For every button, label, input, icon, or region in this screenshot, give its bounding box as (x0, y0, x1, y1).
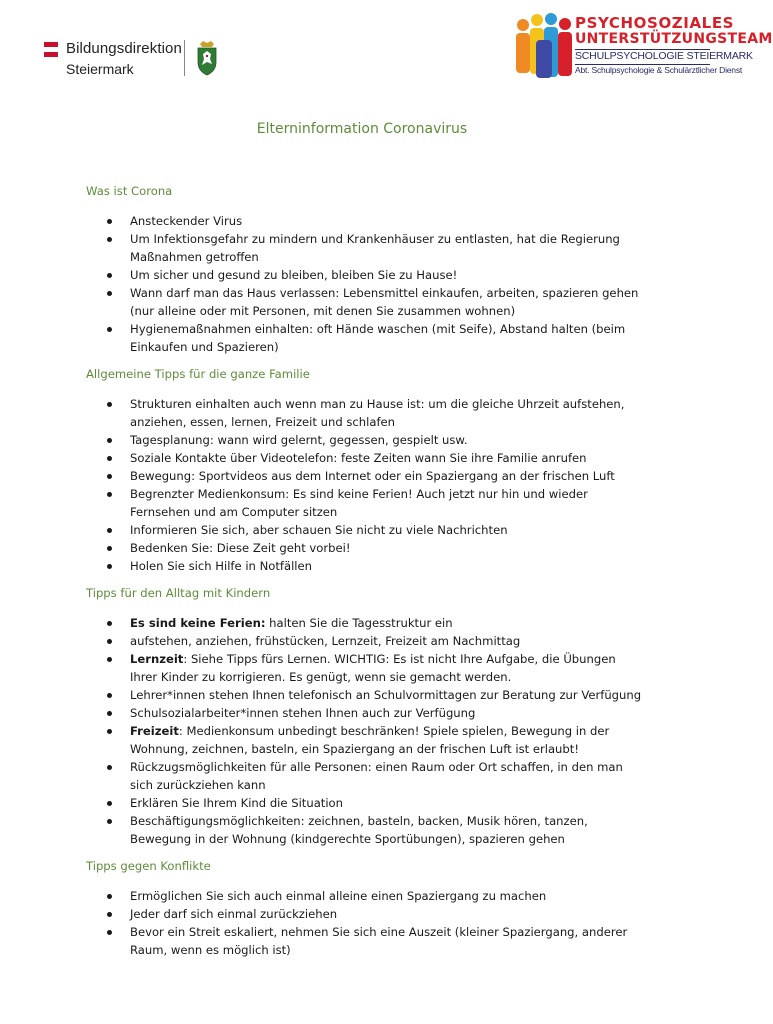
list-item: Hygienemaßnahmen einhalten: oft Hände waschen (mit Seife), Abstand halten (beim Einkaufen und Spazieren) (86, 320, 646, 356)
list-item: Schulsozialarbeiter*innen stehen Ihnen auch zur Verfügung (86, 704, 646, 722)
list-item: Ermöglichen Sie sich auch einmal alleine einen Spaziergang zu machen (86, 887, 646, 905)
section-allgemeine-tipps (86, 365, 646, 575)
section-heading: Tipps gegen Konflikte (86, 859, 211, 873)
logo-line-4: Abt. Schulpsychologie & Schulärztlicher Dienst (575, 65, 743, 75)
list-item: Ansteckender Virus (86, 212, 646, 230)
bullet-list (86, 887, 646, 959)
list-item: Es sind keine Ferien: halten Sie die Tagesstruktur ein (86, 614, 646, 632)
section-heading: Was ist Corona (86, 184, 173, 198)
list-item: Bevor ein Streit eskaliert, nehmen Sie sich eine Auszeit (kleiner Spaziergang, anderer Raum, wenn es möglich ist) (86, 923, 646, 959)
list-item: Holen Sie sich Hilfe in Notfällen (86, 557, 646, 575)
bullet-list (86, 614, 646, 848)
list-item: Um sicher und gesund zu bleiben, bleiben Sie zu Hause! (86, 266, 646, 284)
psychosoziales-team-logo (514, 12, 773, 88)
logo-line-1: PSYCHOSOZIALES (575, 14, 735, 32)
list-item: Jeder darf sich einmal zurückziehen (86, 905, 646, 923)
list-item: Wann darf man das Haus verlassen: Lebensmittel einkaufen, arbeiten, spazieren gehen (nur alleine oder mit Personen, mit denen Sie zusammen wohnen) (86, 284, 646, 320)
logo-title: Bildungsdirektion (66, 40, 182, 57)
list-item: aufstehen, anziehen, frühstücken, Lernzeit, Freizeit am Nachmittag (86, 632, 646, 650)
list-item: Lernzeit: Siehe Tipps fürs Lernen. WICHTIG: Es ist nicht Ihre Aufgabe, die Übungen Ihrer Kinder zu korrigieren. Es genügt, wenn sie gemacht werden. (86, 650, 646, 686)
section-alltag-mit-kindern (86, 584, 646, 848)
logo-subtitle: Steiermark (66, 61, 134, 77)
section-heading: Allgemeine Tipps für die ganze Familie (86, 367, 310, 381)
bildungsdirektion-logo (44, 38, 224, 84)
logo-line-3: SCHULPSYCHOLOGIE STEIERMARK (575, 50, 753, 62)
page-title: Elterninformation Coronavirus (256, 121, 468, 137)
list-item: Begrenzter Medienkonsum: Es sind keine Ferien! Auch jetzt nur hin und wieder Fernsehen und am Computer sitzen (86, 485, 646, 521)
list-item: Soziale Kontakte über Videotelefon: feste Zeiten wann Sie ihre Familie anrufen (86, 449, 646, 467)
section-tipps-gegen-konflikte (86, 857, 646, 959)
logo-line-2: UNTERSTÜTZUNGSTEAM (575, 31, 773, 47)
people-group-icon (514, 12, 574, 82)
list-item: Bewegung: Sportvideos aus dem Internet oder ein Spaziergang an der frischen Luft (86, 467, 646, 485)
logo-divider (184, 40, 185, 76)
list-item: Freizeit: Medienkonsum unbedingt beschränken! Spiele spielen, Bewegung in der Wohnung, zeichnen, basteln, ein Spaziergang an der frischen Luft ist erlaubt! (86, 722, 646, 758)
list-item: Tagesplanung: wann wird gelernt, gegessen, gespielt usw. (86, 431, 646, 449)
bullet-list (86, 212, 646, 356)
document-content (86, 182, 646, 968)
list-item: Beschäftigungsmöglichkeiten: zeichnen, basteln, backen, Musik hören, tanzen, Bewegung in der Wohnung (kindgerechte Sportübungen), spazieren gehen (86, 812, 646, 848)
list-item: Informieren Sie sich, aber schauen Sie nicht zu viele Nachrichten (86, 521, 646, 539)
list-item: Bedenken Sie: Diese Zeit geht vorbei! (86, 539, 646, 557)
list-item: Erklären Sie Ihrem Kind die Situation (86, 794, 646, 812)
austria-flag-icon (44, 42, 58, 58)
list-item: Um Infektionsgefahr zu mindern und Krankenhäuser zu entlasten, hat die Regierung Maßnahmen getroffen (86, 230, 646, 266)
bullet-list (86, 395, 646, 575)
section-was-ist-corona (86, 182, 646, 356)
section-heading: Tipps für den Alltag mit Kindern (86, 586, 271, 600)
list-item: Rückzugsmöglichkeiten für alle Personen: einen Raum oder Ort schaffen, in den man sich zurückziehen kann (86, 758, 646, 794)
list-item: Lehrer*innen stehen Ihnen telefonisch an Schulvormittagen zur Beratung zur Verfügung (86, 686, 646, 704)
styrian-coat-of-arms-icon (195, 40, 219, 76)
list-item: Strukturen einhalten auch wenn man zu Hause ist: um die gleiche Uhrzeit aufstehen, anziehen, essen, lernen, Freizeit und schlafen (86, 395, 646, 431)
